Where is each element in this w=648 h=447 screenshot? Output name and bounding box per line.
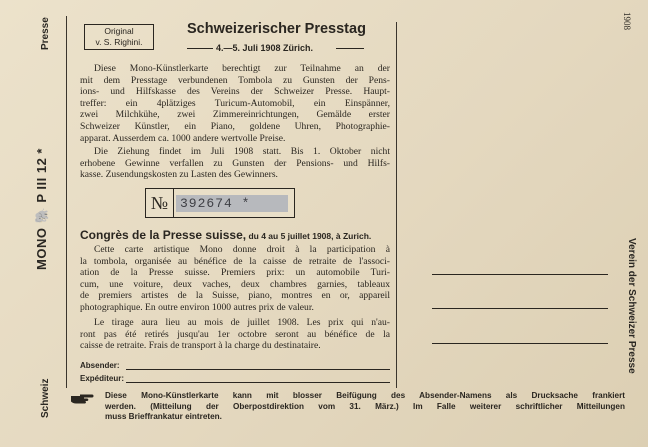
expediteur-field[interactable] <box>126 382 390 383</box>
original-line-2: v. S. Righini. <box>95 37 143 47</box>
german-title: Schweizerischer Presstag <box>187 21 366 37</box>
notice-line: werden. (Mitteilung der Oberpostdirektion vom 31. März.) Im Falle weiterer schriftlicher Mitteilungen <box>105 401 625 411</box>
text-line: Le tirage aura lieu au mois de juillet 1908. Les prix qui n'au- <box>94 317 390 328</box>
number-sign: № <box>146 189 174 217</box>
postal-notice <box>105 391 625 423</box>
text-line: caisse de retraite. Frais de transport à la charge du destinataire. <box>80 340 321 352</box>
margin-year-label: 1908 <box>622 12 632 30</box>
expediteur-label: Expéditeur: <box>80 374 125 383</box>
french-paragraph-1 <box>80 244 390 314</box>
german-date: 4.—5. Juli 1908 Zürich. <box>216 43 314 53</box>
text-line: treffer: ein 4plätziges Turicum-Automobil, ein Einspänner, <box>80 97 390 109</box>
address-line-1[interactable] <box>432 274 608 275</box>
text-line: mit dem Presstage verbundenen Tombola zu Gunsten der Pens- <box>80 74 390 86</box>
text-line: kasse. Zusendungskosten zu Lasten des Gewinners. <box>80 169 278 181</box>
text-line: Diese Mono-Künstlerkarte berechtigt zur Teilnahme an der <box>94 63 390 74</box>
text-line: zwei Milchkühe, zwei Zimmereinrichtungen, Gemälde erster <box>80 109 390 121</box>
notice-line: Diese Mono-Künstlerkarte kann mit blosser Beifügung des Absender-Namens als Drucksache frankiert <box>105 391 625 400</box>
text-line: ions- und Hilfskasse des Vereins der Schweizer Presse. Haupt- <box>80 86 390 98</box>
text-line: apparat. Ausserdem ca. 1000 andere wertvolle Preise. <box>80 132 286 144</box>
french-date: du 4 au 5 juillet 1908, à Zurich. <box>246 231 372 241</box>
pointing-hand-icon <box>70 393 94 405</box>
text-line: Cette carte artistique Mono donne droit à la participation à <box>94 244 390 255</box>
ticket-number-box <box>145 188 295 218</box>
margin-verein-label: Verein der Schweizer Presse <box>626 238 637 374</box>
address-line-2[interactable] <box>432 308 608 309</box>
french-paragraph-2 <box>80 317 390 352</box>
french-heading <box>80 226 371 244</box>
text-line: cum, une voiture, deux vaches, deux chambres garnies, tableaux <box>80 278 390 290</box>
center-divider <box>396 22 397 388</box>
original-credit-box <box>84 24 154 50</box>
text-line: ront pas été retirés jusqu'au 1er octobre seront au bénéfice de la <box>80 328 390 340</box>
absender-label: Absender: <box>80 361 120 370</box>
text-line: ation de la Presse suisse. Premiers prix: un automobile Turi- <box>80 267 390 279</box>
text-line: de premiers artistes de la Suisse, piano, montres en or, appareil <box>80 290 390 302</box>
text-line: erhobene Gewinne verfallen zu Gunsten der Pensions- und Hilfs- <box>80 157 390 169</box>
margin-presse-label: Presse <box>40 17 51 50</box>
german-paragraph-1 <box>80 63 390 144</box>
french-title: Congrès de la Presse suisse, <box>80 228 247 242</box>
text-line: Schweizer Künstler, ein Piano, goldene Uhren, Photographie- <box>80 120 390 132</box>
text-line: photographique. En outre environ 1000 autres prix de valeur. <box>80 301 314 313</box>
address-line-3[interactable] <box>432 343 608 344</box>
ticket-number: 392674 * <box>176 195 288 212</box>
mono-series-label: MONO 🐘 P III 12 * <box>34 148 49 270</box>
absender-field[interactable] <box>126 369 390 370</box>
text-line: Die Ziehung findet im Juli 1908 statt. Bis 1. Oktober nicht <box>94 146 390 157</box>
german-paragraph-2 <box>80 146 390 181</box>
left-divider <box>66 16 67 388</box>
notice-line: muss Brieffrankatur eintreten. <box>105 412 222 422</box>
original-line-1: Original <box>104 26 134 36</box>
text-line: la tombola, organisée au bénéfice de la caisse de retraite de l'associ- <box>80 255 390 267</box>
margin-schweiz-label: Schweiz <box>40 378 51 418</box>
